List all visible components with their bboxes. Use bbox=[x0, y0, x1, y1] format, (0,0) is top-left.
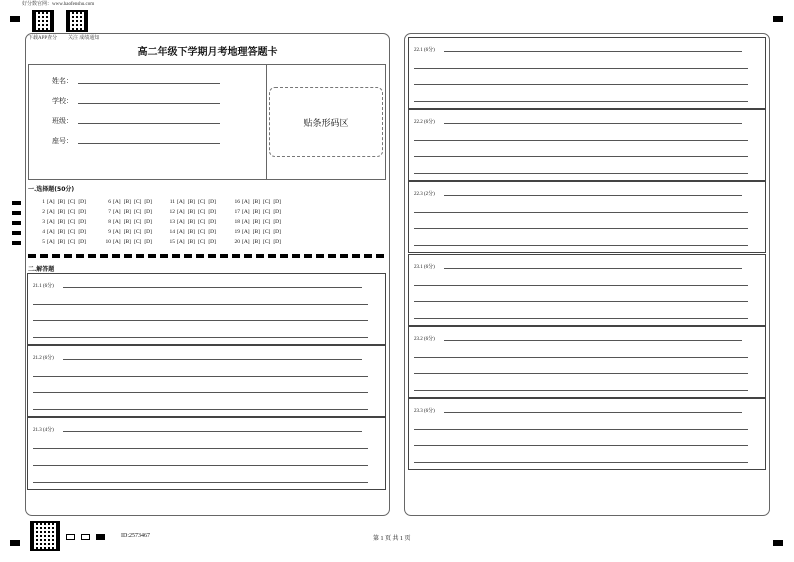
mc-option-bubble[interactable]: [D] bbox=[78, 199, 86, 205]
mc-option-bubble[interactable]: [B] bbox=[57, 229, 65, 235]
question-label: 22.1 (6分) bbox=[414, 48, 435, 53]
mc-option-bubble[interactable]: [B] bbox=[252, 239, 260, 245]
mc-option-bubble[interactable]: [D] bbox=[144, 219, 152, 225]
mc-option-bubble[interactable]: [C] bbox=[67, 209, 76, 215]
mc-option-bubble[interactable]: [B] bbox=[123, 209, 131, 215]
answer-line[interactable] bbox=[414, 228, 748, 229]
question-label: 21.3 (4分) bbox=[33, 428, 54, 433]
dash-segment bbox=[268, 254, 276, 258]
mc-option-bubble[interactable]: [D] bbox=[273, 209, 281, 215]
mc-option-bubble[interactable]: [A] bbox=[242, 209, 250, 215]
question-label: 23.2 (6分) bbox=[414, 337, 435, 342]
sheet-title: 高二年级下学期月考地理答题卡 bbox=[137, 47, 278, 58]
app-qr-code-icon bbox=[32, 10, 54, 32]
answer-line[interactable] bbox=[444, 195, 742, 196]
mc-question-number: 13 bbox=[169, 219, 175, 225]
answer-line[interactable] bbox=[414, 245, 748, 246]
mc-question-number: 15 bbox=[169, 239, 175, 245]
mc-question-13 bbox=[167, 219, 219, 225]
answer-line[interactable] bbox=[414, 84, 748, 85]
mc-option-bubble[interactable]: [C] bbox=[133, 239, 142, 245]
barcode-area: 贴条形码区 bbox=[269, 87, 383, 157]
mc-question-14 bbox=[167, 229, 219, 235]
mc-option-bubble[interactable]: [B] bbox=[123, 239, 131, 245]
answer-line[interactable] bbox=[444, 51, 742, 52]
dash-segment bbox=[148, 254, 156, 258]
page-box-marker bbox=[81, 534, 90, 540]
answer-line[interactable] bbox=[414, 68, 748, 69]
answer-line[interactable] bbox=[414, 429, 748, 430]
class-field-label: 班级： bbox=[52, 117, 73, 125]
mc-option-bubble[interactable]: [A] bbox=[242, 239, 250, 245]
mc-question-9 bbox=[103, 229, 155, 235]
footer-sheet-id: ID:2573467 bbox=[121, 533, 150, 539]
mc-option-bubble[interactable]: [B] bbox=[252, 229, 260, 235]
answer-line[interactable] bbox=[63, 287, 362, 288]
answer-line[interactable] bbox=[414, 390, 748, 391]
mc-option-bubble[interactable]: [A] bbox=[47, 199, 55, 205]
timing-mark bbox=[12, 231, 21, 235]
mc-option-bubble[interactable]: [D] bbox=[78, 229, 86, 235]
dash-segment bbox=[220, 254, 228, 258]
mc-question-1 bbox=[37, 199, 89, 205]
dash-segment bbox=[364, 254, 372, 258]
dash-segment bbox=[208, 254, 216, 258]
answer-line[interactable] bbox=[33, 409, 368, 410]
corner-mark-top-left bbox=[10, 16, 20, 22]
mc-option-bubble[interactable]: [A] bbox=[242, 199, 250, 205]
mc-option-bubble[interactable]: [A] bbox=[113, 199, 121, 205]
mc-option-bubble[interactable]: [A] bbox=[47, 209, 55, 215]
mc-option-bubble[interactable]: [A] bbox=[113, 239, 121, 245]
mc-option-bubble[interactable]: [A] bbox=[113, 229, 121, 235]
mc-question-3 bbox=[37, 219, 89, 225]
answer-line[interactable] bbox=[63, 431, 362, 432]
mc-question-number: 8 bbox=[108, 219, 111, 225]
mc-option-bubble[interactable]: [D] bbox=[208, 229, 216, 235]
answer-line[interactable] bbox=[444, 412, 742, 413]
timing-mark bbox=[12, 221, 21, 225]
mc-option-bubble[interactable]: [D] bbox=[78, 209, 86, 215]
mc-option-bubble[interactable]: [D] bbox=[273, 219, 281, 225]
mc-option-bubble[interactable]: [A] bbox=[177, 229, 185, 235]
mc-question-number: 11 bbox=[169, 199, 175, 205]
name-field-label: 姓名： bbox=[52, 77, 73, 85]
mc-question-10 bbox=[103, 239, 155, 245]
answer-line[interactable] bbox=[414, 318, 748, 319]
mc-option-bubble[interactable]: [C] bbox=[197, 229, 206, 235]
answer-box[interactable] bbox=[408, 37, 766, 109]
mc-option-bubble[interactable]: [D] bbox=[144, 199, 152, 205]
mc-question-17 bbox=[232, 209, 284, 215]
dash-segment bbox=[88, 254, 96, 258]
question-label: 23.3 (6分) bbox=[414, 409, 435, 414]
dash-segment bbox=[328, 254, 336, 258]
mc-question-4 bbox=[37, 229, 89, 235]
dash-segment bbox=[244, 254, 252, 258]
mc-question-number: 2 bbox=[42, 209, 45, 215]
mc-option-bubble[interactable]: [B] bbox=[187, 209, 195, 215]
timing-mark bbox=[12, 211, 21, 215]
dash-segment bbox=[28, 254, 36, 258]
mc-question-number: 20 bbox=[234, 239, 240, 245]
mc-question-16 bbox=[232, 199, 284, 205]
dash-segment bbox=[280, 254, 288, 258]
mc-option-bubble[interactable]: [C] bbox=[262, 209, 271, 215]
mc-option-bubble[interactable]: [C] bbox=[67, 229, 76, 235]
mc-option-bubble[interactable]: [A] bbox=[242, 229, 250, 235]
mc-question-number: 19 bbox=[234, 229, 240, 235]
question-label: 21.2 (6分) bbox=[33, 356, 54, 361]
question-label: 21.1 (6分) bbox=[33, 284, 54, 289]
mc-option-bubble[interactable]: [B] bbox=[252, 209, 260, 215]
mc-question-number: 9 bbox=[108, 229, 111, 235]
name-field-input[interactable] bbox=[78, 83, 220, 84]
timing-mark bbox=[12, 201, 21, 205]
corner-mark-bottom-right bbox=[773, 540, 783, 546]
answer-line[interactable] bbox=[444, 123, 742, 124]
seat-field-input[interactable] bbox=[78, 143, 220, 144]
top-website-note: 好分数官网：www.haofenshu.com bbox=[22, 2, 95, 7]
answer-line[interactable] bbox=[33, 448, 368, 449]
mc-option-bubble[interactable]: [B] bbox=[187, 239, 195, 245]
mc-option-bubble[interactable]: [B] bbox=[187, 229, 195, 235]
answer-box[interactable] bbox=[408, 254, 766, 326]
answer-line[interactable] bbox=[33, 304, 368, 305]
mc-option-bubble[interactable]: [A] bbox=[47, 219, 55, 225]
mc-option-bubble[interactable]: [A] bbox=[177, 199, 185, 205]
sheet-qr-code-icon bbox=[30, 521, 60, 551]
mc-option-bubble[interactable]: [B] bbox=[252, 199, 260, 205]
class-field-input[interactable] bbox=[78, 123, 220, 124]
answer-box[interactable] bbox=[27, 273, 386, 345]
mc-question-number: 7 bbox=[108, 209, 111, 215]
mc-option-bubble[interactable]: [C] bbox=[197, 199, 206, 205]
mc-option-bubble[interactable]: [B] bbox=[57, 199, 65, 205]
mc-option-bubble[interactable]: [D] bbox=[273, 239, 281, 245]
mc-option-bubble[interactable]: [C] bbox=[133, 199, 142, 205]
mc-question-number: 5 bbox=[42, 239, 45, 245]
corner-mark-top-right bbox=[773, 16, 783, 22]
mc-question-20 bbox=[232, 239, 284, 245]
answer-box[interactable] bbox=[27, 417, 386, 490]
mc-option-bubble[interactable]: [C] bbox=[133, 209, 142, 215]
answer-line[interactable] bbox=[414, 285, 748, 286]
answer-line[interactable] bbox=[414, 445, 748, 446]
qr-caption-app: 下载APP查分 bbox=[28, 36, 58, 41]
dash-segment bbox=[232, 254, 240, 258]
dash-segment bbox=[124, 254, 132, 258]
answer-line[interactable] bbox=[33, 320, 368, 321]
mc-question-number: 1 bbox=[42, 199, 45, 205]
mc-question-15 bbox=[167, 239, 219, 245]
mc-option-bubble[interactable]: [A] bbox=[177, 219, 185, 225]
answer-line[interactable] bbox=[414, 301, 748, 302]
answer-line[interactable] bbox=[444, 268, 742, 269]
mc-option-bubble[interactable]: [D] bbox=[144, 239, 152, 245]
dash-segment bbox=[112, 254, 120, 258]
answer-line[interactable] bbox=[414, 173, 748, 174]
mc-option-bubble[interactable]: [C] bbox=[262, 219, 271, 225]
mc-question-2 bbox=[37, 209, 89, 215]
mc-option-bubble[interactable]: [A] bbox=[177, 239, 185, 245]
mc-option-bubble[interactable]: [B] bbox=[57, 219, 65, 225]
dash-segment bbox=[100, 254, 108, 258]
page-box-marker bbox=[66, 534, 75, 540]
mc-question-8 bbox=[103, 219, 155, 225]
answer-line[interactable] bbox=[63, 359, 362, 360]
mc-option-bubble[interactable]: [B] bbox=[123, 229, 131, 235]
mc-option-bubble[interactable]: [A] bbox=[177, 209, 185, 215]
section-multiple-choice-title: 一.选择题(50分) bbox=[28, 186, 75, 193]
mc-option-bubble[interactable]: [B] bbox=[187, 199, 195, 205]
dash-segment bbox=[64, 254, 72, 258]
mc-question-number: 10 bbox=[105, 239, 111, 245]
mc-option-bubble[interactable]: [B] bbox=[187, 219, 195, 225]
answer-line[interactable] bbox=[414, 212, 748, 213]
mc-option-bubble[interactable]: [A] bbox=[113, 219, 121, 225]
seat-field-label: 座号： bbox=[52, 137, 73, 145]
answer-box[interactable] bbox=[408, 181, 766, 253]
school-field-label: 学校： bbox=[52, 97, 73, 105]
mc-question-number: 6 bbox=[108, 199, 111, 205]
question-label: 22.2 (6分) bbox=[414, 120, 435, 125]
info-divider bbox=[266, 64, 267, 180]
mc-option-bubble[interactable]: [A] bbox=[47, 229, 55, 235]
mc-option-bubble[interactable]: [C] bbox=[262, 199, 271, 205]
timing-mark bbox=[12, 241, 21, 245]
mc-question-number: 14 bbox=[169, 229, 175, 235]
mc-option-bubble[interactable]: [D] bbox=[78, 239, 86, 245]
wechat-qr-code-icon bbox=[66, 10, 88, 32]
answer-line[interactable] bbox=[33, 376, 368, 377]
mc-option-bubble[interactable]: [D] bbox=[208, 209, 216, 215]
mc-question-11 bbox=[167, 199, 219, 205]
dash-segment bbox=[316, 254, 324, 258]
mc-option-bubble[interactable]: [B] bbox=[57, 209, 65, 215]
mc-option-bubble[interactable]: [B] bbox=[57, 239, 65, 245]
mc-question-6 bbox=[103, 199, 155, 205]
dash-segment bbox=[40, 254, 48, 258]
answer-line[interactable] bbox=[414, 462, 748, 463]
mc-question-18 bbox=[232, 219, 284, 225]
dash-segment bbox=[352, 254, 360, 258]
dash-segment bbox=[256, 254, 264, 258]
mc-option-bubble[interactable]: [D] bbox=[78, 219, 86, 225]
section-free-response-title: 二.解答题 bbox=[28, 266, 55, 273]
dash-segment bbox=[292, 254, 300, 258]
answer-line[interactable] bbox=[414, 357, 748, 358]
dash-segment bbox=[52, 254, 60, 258]
answer-box[interactable] bbox=[408, 326, 766, 398]
mc-question-number: 18 bbox=[234, 219, 240, 225]
dash-segment bbox=[76, 254, 84, 258]
mc-option-bubble[interactable]: [A] bbox=[113, 209, 121, 215]
mc-question-number: 12 bbox=[169, 209, 175, 215]
mc-option-bubble[interactable]: [C] bbox=[67, 239, 76, 245]
mc-option-bubble[interactable]: [D] bbox=[144, 229, 152, 235]
answer-line[interactable] bbox=[33, 482, 368, 483]
answer-line[interactable] bbox=[414, 101, 748, 102]
answer-box[interactable] bbox=[408, 109, 766, 181]
mc-question-number: 3 bbox=[42, 219, 45, 225]
dash-segment bbox=[184, 254, 192, 258]
mc-question-number: 4 bbox=[42, 229, 45, 235]
dash-segment bbox=[376, 254, 384, 258]
mc-option-bubble[interactable]: [D] bbox=[273, 199, 281, 205]
mc-option-bubble[interactable]: [D] bbox=[273, 229, 281, 235]
qr-caption-follow: 关注 成绩通知 bbox=[68, 36, 100, 41]
answer-line[interactable] bbox=[444, 340, 742, 341]
mc-option-bubble[interactable]: [D] bbox=[208, 239, 216, 245]
mc-option-bubble[interactable]: [C] bbox=[262, 239, 271, 245]
mc-option-bubble[interactable]: [A] bbox=[47, 239, 55, 245]
school-field-input[interactable] bbox=[78, 103, 220, 104]
dash-segment bbox=[136, 254, 144, 258]
mc-question-12 bbox=[167, 209, 219, 215]
answer-box[interactable] bbox=[408, 398, 766, 470]
mc-option-bubble[interactable]: [C] bbox=[67, 219, 76, 225]
mc-option-bubble[interactable]: [A] bbox=[242, 219, 250, 225]
answer-line[interactable] bbox=[33, 392, 368, 393]
mc-option-bubble[interactable]: [D] bbox=[208, 199, 216, 205]
mc-option-bubble[interactable]: [D] bbox=[144, 209, 152, 215]
mc-option-bubble[interactable]: [C] bbox=[133, 219, 142, 225]
mc-option-bubble[interactable]: [C] bbox=[197, 209, 206, 215]
answer-line[interactable] bbox=[414, 156, 748, 157]
dash-segment bbox=[196, 254, 204, 258]
dash-segment bbox=[340, 254, 348, 258]
answer-line[interactable] bbox=[414, 140, 748, 141]
mc-option-bubble[interactable]: [B] bbox=[252, 219, 260, 225]
mc-option-bubble[interactable]: [C] bbox=[197, 239, 206, 245]
question-label: 23.1 (6分) bbox=[414, 265, 435, 270]
mc-option-bubble[interactable]: [C] bbox=[67, 199, 76, 205]
mc-option-bubble[interactable]: [C] bbox=[133, 229, 142, 235]
answer-line[interactable] bbox=[414, 373, 748, 374]
answer-box[interactable] bbox=[27, 345, 386, 417]
mc-question-19 bbox=[232, 229, 284, 235]
mc-question-5 bbox=[37, 239, 89, 245]
mc-option-bubble[interactable]: [C] bbox=[262, 229, 271, 235]
mc-question-number: 17 bbox=[234, 209, 240, 215]
question-label: 22.3 (2分) bbox=[414, 192, 435, 197]
mc-option-bubble[interactable]: [B] bbox=[123, 199, 131, 205]
answer-line[interactable] bbox=[33, 465, 368, 466]
mc-option-bubble[interactable]: [B] bbox=[123, 219, 131, 225]
dash-segment bbox=[172, 254, 180, 258]
dash-segment bbox=[160, 254, 168, 258]
dash-segment bbox=[304, 254, 312, 258]
corner-mark-bottom-left bbox=[10, 540, 20, 546]
mc-option-bubble[interactable]: [D] bbox=[208, 219, 216, 225]
page-fill-marker bbox=[96, 534, 105, 540]
answer-line[interactable] bbox=[33, 337, 368, 338]
footer-page-number: 第 1 页 共 1 页 bbox=[373, 536, 411, 542]
mc-question-7 bbox=[103, 209, 155, 215]
mc-question-number: 16 bbox=[234, 199, 240, 205]
mc-option-bubble[interactable]: [C] bbox=[197, 219, 206, 225]
